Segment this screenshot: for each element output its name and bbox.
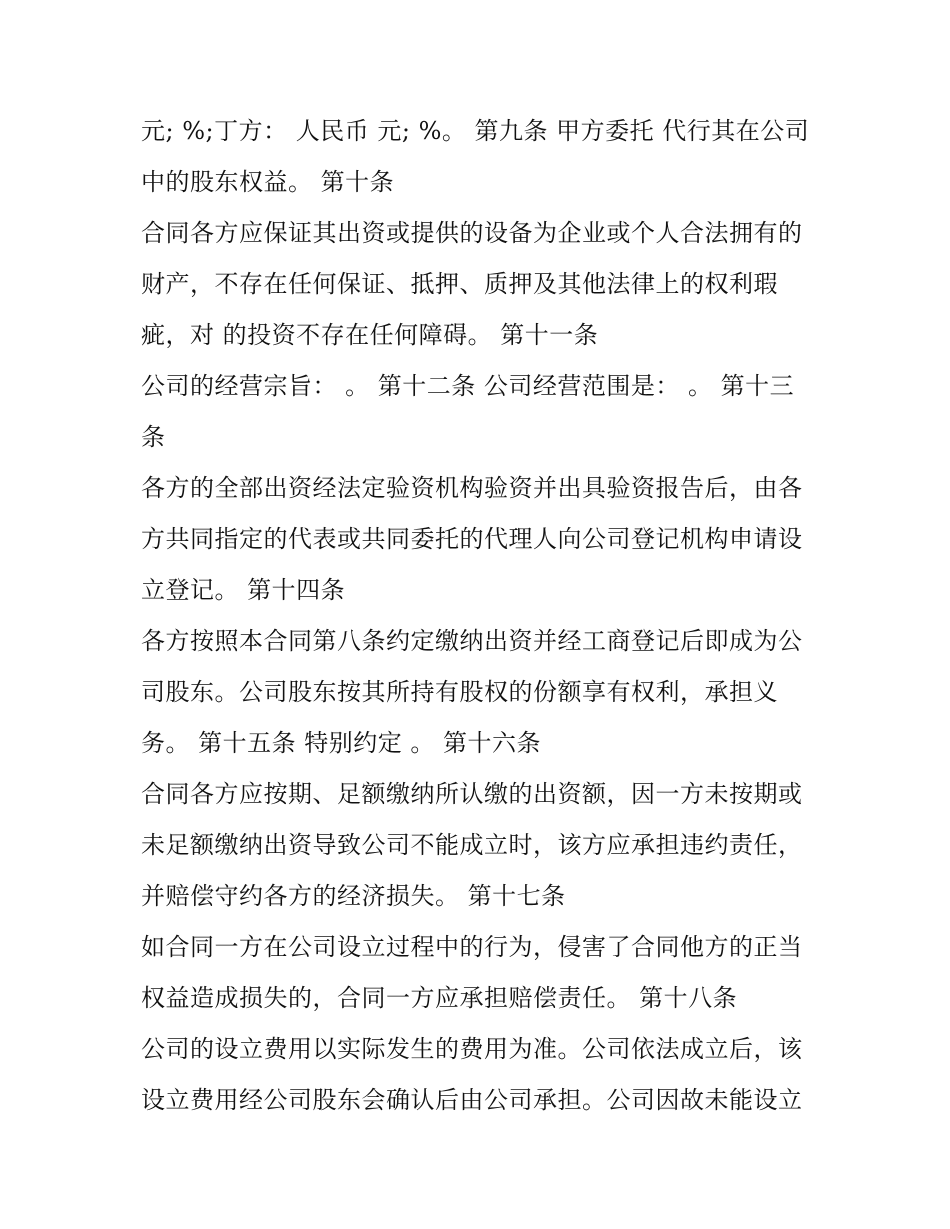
text-line: 立登记。 第十四条: [141, 576, 346, 604]
text-line: 条: [141, 423, 166, 451]
text-line: 设立费用经公司股东会确认后由公司承担。公司因故未能设立: [141, 1086, 803, 1114]
text-line: 方共同指定的代表或共同委托的代理人向公司登记机构申请设: [141, 525, 803, 553]
text-line: 合同各方应保证其出资或提供的设备为企业或个人合法拥有的: [141, 219, 803, 247]
text-line: 各方按照本合同第八条约定缴纳出资并经工商登记后即成为公: [141, 627, 803, 655]
text-line: 中的股东权益。 第十条: [141, 168, 395, 196]
text-line: 并赔偿守约各方的经济损失。 第十七条: [141, 882, 566, 910]
contract-text-body: [141, 106, 831, 1126]
text-line: 疵，对 的投资不存在任何障碍。 第十一条: [141, 321, 599, 349]
text-line: 元; %;丁方： 人民币 元; %。 第九条 甲方委托 代行其在公司: [141, 117, 810, 145]
text-line: 司股东。公司股东按其所持有股权的份额享有权利，承担义: [141, 678, 778, 706]
text-line: 权益造成损失的，合同一方应承担赔偿责任。 第十八条: [141, 984, 738, 1012]
text-line: 各方的全部出资经法定验资机构验资并出具验资报告后，由各: [141, 474, 803, 502]
text-line: 财产，不存在任何保证、抵押、质押及其他法律上的权利瑕: [141, 270, 778, 298]
text-line: 未足额缴纳出资导致公司不能成立时，该方应承担违约责任，: [141, 831, 803, 859]
text-line: 如合同一方在公司设立过程中的行为，侵害了合同他方的正当: [141, 933, 803, 961]
text-line: 公司的设立费用以实际发生的费用为准。公司依法成立后，该: [141, 1035, 803, 1063]
text-line: 公司的经营宗旨： 。 第十二条 公司经营范围是： 。 第十三: [141, 372, 795, 400]
text-line: 合同各方应按期、足额缴纳所认缴的出资额，因一方未按期或: [141, 780, 803, 808]
text-line: 务。 第十五条 特别约定 。 第十六条: [141, 729, 542, 757]
